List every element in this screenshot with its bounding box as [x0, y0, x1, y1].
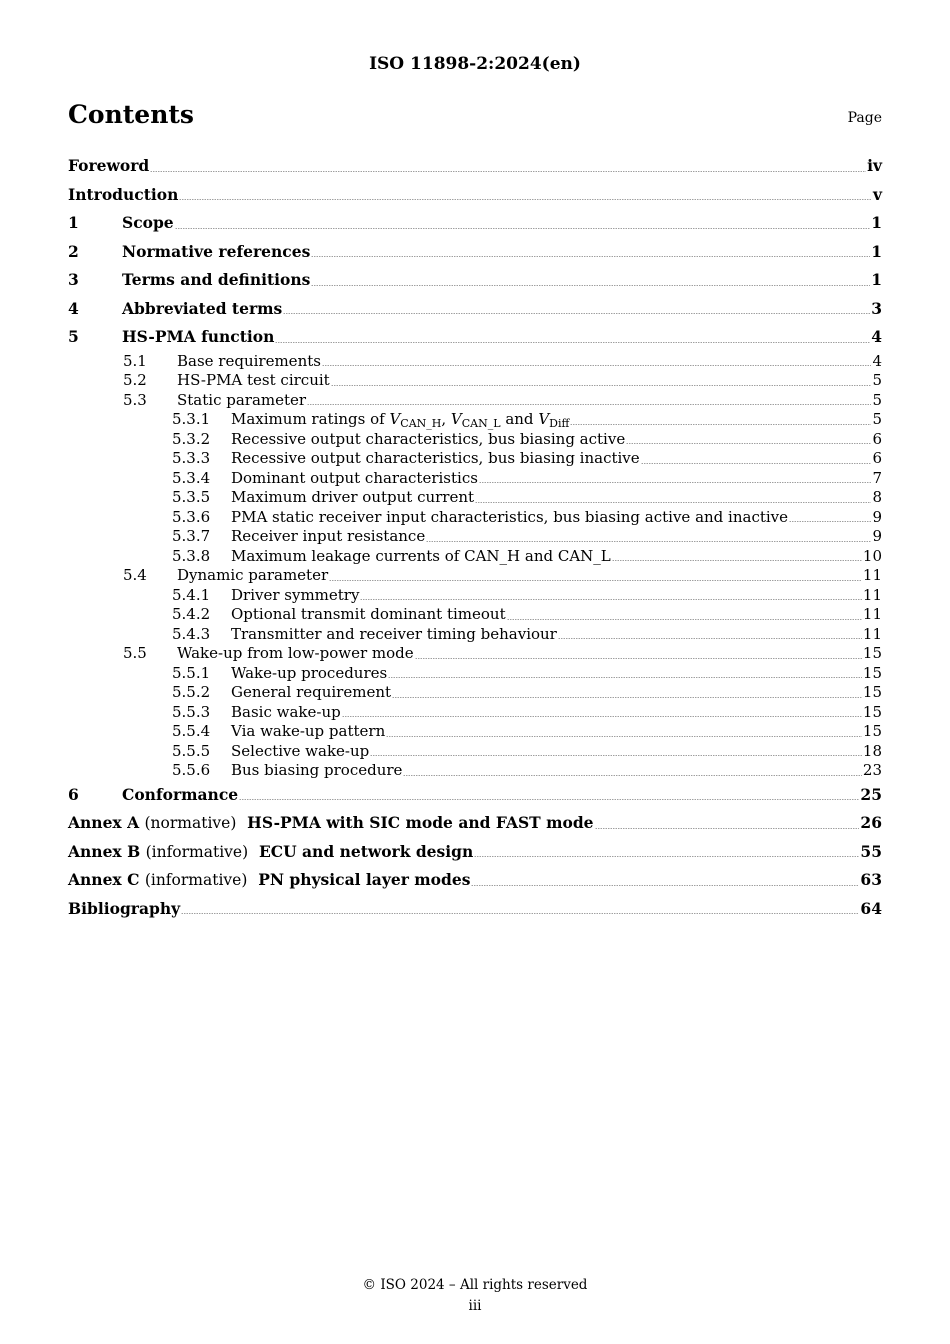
- dot-leader: [307, 404, 871, 405]
- toc-entry-number: 5.3.3: [172, 449, 211, 467]
- toc-entry-title: Abbreviated terms: [122, 298, 283, 318]
- toc-entry[interactable]: [68, 566, 882, 586]
- toc-entry-title: [68, 866, 470, 895]
- toc-title-part: Maximum ratings of: [231, 410, 390, 428]
- dot-leader: [471, 885, 859, 886]
- toc-entry[interactable]: [68, 508, 882, 528]
- toc-entry-title: General requirement: [231, 683, 392, 701]
- toc-entry-number: 4: [68, 298, 79, 318]
- toc-entry-number: 5.3.7: [172, 527, 211, 545]
- toc-entry-title: Via wake-up pattern: [231, 722, 386, 740]
- toc-entry[interactable]: [68, 391, 882, 411]
- annex-type: (informative): [144, 871, 248, 889]
- toc-entry[interactable]: [68, 488, 882, 508]
- toc-page-number: 15: [862, 702, 882, 721]
- toc-page-number: 64: [860, 898, 882, 918]
- toc-page-number: 25: [860, 784, 882, 804]
- toc-page-number: 11: [862, 605, 882, 623]
- toc-page-number: 1: [871, 270, 882, 289]
- dot-leader: [558, 638, 862, 639]
- toc-entry-title: Bus biasing procedure: [231, 761, 403, 779]
- dot-leader: [595, 828, 860, 829]
- dot-leader: [342, 716, 862, 717]
- toc-entry-number: 5.5: [123, 644, 147, 662]
- toc-page-number: 6: [872, 449, 882, 467]
- toc-page-number: 15: [862, 722, 882, 740]
- copyright-footer: © ISO 2024 – All rights reserved: [362, 1277, 588, 1293]
- toc-page-number: 7: [872, 468, 882, 487]
- toc-title-part: CAN_H: [400, 417, 442, 430]
- toc-entry[interactable]: [68, 209, 882, 238]
- dot-leader: [426, 541, 871, 542]
- toc-title-part: CAN_L: [461, 417, 501, 430]
- toc-entry-number: 5.3.5: [172, 488, 211, 506]
- toc-entry[interactable]: [68, 295, 882, 324]
- annex-type: (normative): [144, 814, 237, 832]
- toc-entry-title: Static parameter: [177, 390, 307, 409]
- toc-entry-number: 6: [68, 784, 79, 804]
- dot-leader: [311, 285, 870, 286]
- toc-entry-number: 5.3: [123, 390, 147, 409]
- dot-leader: [612, 560, 862, 561]
- dot-leader: [179, 199, 872, 200]
- toc-entry-number: 3: [68, 270, 79, 289]
- dot-leader: [322, 365, 872, 366]
- dot-leader: [392, 697, 862, 698]
- toc-entry-title: [68, 838, 473, 867]
- toc-entry[interactable]: [68, 266, 882, 295]
- toc-entry-number: 5.3.8: [172, 546, 211, 565]
- dot-leader: [329, 580, 862, 581]
- toc-entry-number: 5.5.5: [172, 741, 211, 760]
- toc-page-number: 15: [862, 644, 882, 662]
- dot-leader: [626, 443, 871, 444]
- dot-leader: [789, 521, 871, 522]
- toc-page-number: 4: [871, 327, 882, 346]
- toc-title-part: Diff: [549, 417, 570, 430]
- toc-entry-title: PMA static receiver input characteristics, bus biasing active and inactive: [231, 507, 789, 526]
- toc-entry[interactable]: [68, 430, 882, 450]
- toc-page-number: 11: [862, 566, 882, 584]
- dot-leader: [475, 502, 871, 503]
- toc-page-number: v: [872, 184, 882, 204]
- toc-page-number: 15: [862, 663, 882, 682]
- toc-page-number: 26: [860, 813, 882, 832]
- toc-page-number: 55: [860, 841, 882, 861]
- toc-entry-title: Terms and definitions: [122, 270, 311, 289]
- toc-entry-title: Bibliography: [68, 898, 181, 918]
- toc-entry[interactable]: [68, 838, 882, 867]
- annex-title: ECU and network design: [258, 841, 474, 861]
- toc-entry-number: 5.3.4: [172, 468, 211, 487]
- toc-entry[interactable]: [68, 809, 882, 838]
- toc-entry-number: 5.1: [123, 351, 147, 370]
- toc-page-number: 1: [871, 213, 882, 232]
- toc-page-number: 63: [860, 870, 882, 889]
- toc-title-part: ,: [441, 410, 451, 428]
- toc-entry-title: Scope: [122, 213, 174, 232]
- toc-entry-title: Optional transmit dominant timeout: [231, 605, 506, 623]
- toc-entry-title: Selective wake-up: [231, 741, 370, 760]
- dot-leader: [311, 256, 870, 257]
- toc-entry[interactable]: [68, 238, 882, 267]
- toc-entry[interactable]: [68, 449, 882, 469]
- toc-entry[interactable]: [68, 742, 882, 762]
- toc-page-number: 18: [862, 741, 882, 760]
- toc-entry-title: [68, 809, 594, 838]
- toc-page-number: 3: [871, 298, 882, 318]
- toc-page-number: 5: [872, 390, 882, 409]
- toc-entry-title: Wake-up from low-power mode: [177, 644, 414, 662]
- toc-entry-number: 2: [68, 241, 79, 261]
- toc-entry-title: Recessive output characteristics, bus biasing active: [231, 429, 626, 448]
- toc-entry[interactable]: [68, 181, 882, 210]
- toc-page-number: 23: [862, 761, 882, 779]
- toc-entry[interactable]: [68, 683, 882, 703]
- toc-entry-title: Dynamic parameter: [177, 566, 329, 584]
- annex-title: PN physical layer modes: [258, 870, 471, 889]
- toc-entry-number: 1: [68, 213, 79, 232]
- toc-page-number: 10: [862, 546, 882, 565]
- contents-heading: Contents: [68, 100, 195, 129]
- toc-entry-number: 5.5.6: [172, 761, 211, 779]
- dot-leader: [370, 755, 862, 756]
- toc-page-number: 9: [872, 507, 882, 526]
- annex-type: (informative): [145, 842, 249, 861]
- toc-entry[interactable]: [68, 703, 882, 723]
- toc-page-number: 5: [872, 371, 882, 389]
- toc-entry[interactable]: [68, 469, 882, 489]
- toc-entry[interactable]: [68, 625, 882, 645]
- annex-title: HS-PMA with SIC mode and FAST mode: [247, 813, 594, 832]
- toc-entry-number: 5.4.3: [172, 624, 211, 643]
- toc-entry-number: 5.5.2: [172, 683, 211, 701]
- dot-leader: [150, 171, 866, 172]
- toc-page-number: iv: [867, 156, 882, 175]
- toc-entry-number: 5.2: [123, 371, 147, 389]
- dot-leader: [175, 228, 871, 229]
- toc-entry-number: 5.4: [123, 566, 147, 584]
- toc-entry-title: Transmitter and receiver timing behaviour: [231, 624, 557, 643]
- toc-entry-number: 5.4.2: [172, 605, 211, 623]
- toc-entry[interactable]: [68, 722, 882, 742]
- toc-entry-number: 5.3.2: [172, 429, 211, 448]
- dot-leader: [507, 619, 862, 620]
- toc-entry-title: HS-PMA test circuit: [177, 371, 330, 389]
- toc-entry[interactable]: [68, 866, 882, 895]
- toc-entry-title: Foreword: [68, 156, 150, 175]
- toc-entry-title: Recessive output characteristics, bus biasing inactive: [231, 449, 640, 467]
- toc-entry[interactable]: [68, 644, 882, 664]
- toc-title-part: V: [450, 410, 462, 428]
- toc-entry-title: HS-PMA function: [122, 327, 275, 346]
- dot-leader: [474, 856, 859, 857]
- toc-entry-number: 5.3.6: [172, 507, 211, 526]
- toc-entry[interactable]: [68, 781, 882, 810]
- toc-page-number: 4: [872, 351, 882, 370]
- dot-leader: [388, 677, 862, 678]
- toc-entry-title: Maximum leakage currents of CAN_H and CAN_L: [231, 546, 611, 565]
- table-of-contents: [68, 152, 882, 923]
- document-id-header: ISO 11898-2:2024(en): [369, 54, 581, 74]
- dot-leader: [360, 599, 861, 600]
- toc-entry[interactable]: [68, 761, 882, 781]
- toc-page-number: 15: [862, 683, 882, 701]
- dot-leader: [331, 385, 872, 386]
- toc-entry[interactable]: [68, 371, 882, 391]
- toc-title-part: V: [389, 410, 401, 428]
- toc-entry[interactable]: [68, 527, 882, 547]
- toc-entry[interactable]: [68, 605, 882, 625]
- toc-entry-title: Maximum driver output current: [231, 488, 475, 506]
- annex-label: Annex A: [68, 813, 140, 832]
- toc-page-number: 1: [871, 241, 882, 261]
- toc-entry-number: 5: [68, 327, 79, 346]
- toc-page-number: 8: [872, 488, 882, 506]
- toc-page-number: 11: [862, 585, 882, 604]
- toc-entry[interactable]: [68, 895, 882, 924]
- annex-label: Annex C: [68, 870, 140, 889]
- toc-entry-number: 5.5.3: [172, 702, 211, 721]
- dot-leader: [641, 463, 872, 464]
- toc-entry[interactable]: [68, 323, 882, 352]
- toc-entry-number: 5.4.1: [172, 585, 211, 604]
- dot-leader: [275, 342, 870, 343]
- dot-leader: [570, 424, 871, 425]
- toc-page-number: 9: [872, 527, 882, 545]
- dot-leader: [239, 799, 859, 800]
- annex-label: Annex B: [68, 841, 141, 861]
- toc-entry-title: Base requirements: [177, 351, 321, 370]
- dot-leader: [479, 482, 872, 483]
- toc-entry-title: Introduction: [68, 184, 179, 204]
- toc-title-part: and: [500, 410, 539, 428]
- page-number: iii: [468, 1298, 482, 1314]
- toc-entry[interactable]: [68, 410, 882, 430]
- toc-entry-title: Receiver input resistance: [231, 527, 426, 545]
- toc-page-number: 6: [872, 429, 882, 448]
- toc-title-part: V: [538, 410, 550, 428]
- dot-leader: [403, 775, 861, 776]
- toc-entry-title: Wake-up procedures: [231, 663, 388, 682]
- dot-leader: [181, 913, 859, 914]
- toc-page-number: 11: [862, 624, 882, 643]
- toc-entry-title: Basic wake-up: [231, 702, 341, 721]
- toc-page-number: 5: [872, 410, 882, 428]
- toc-entry-title: Conformance: [122, 784, 239, 804]
- toc-entry-title: Normative references: [122, 241, 311, 261]
- toc-entry[interactable]: [68, 547, 882, 567]
- toc-entry-number: 5.5.4: [172, 722, 211, 740]
- toc-entry[interactable]: [68, 152, 882, 181]
- dot-leader: [415, 658, 862, 659]
- toc-entry-title: Dominant output characteristics: [231, 468, 478, 487]
- page-column-label: Page: [847, 110, 882, 126]
- toc-entry[interactable]: [68, 664, 882, 684]
- toc-entry-number: 5.5.1: [172, 663, 211, 682]
- dot-leader: [386, 736, 862, 737]
- toc-entry-title: Driver symmetry: [231, 585, 360, 604]
- toc-entry[interactable]: [68, 352, 882, 372]
- dot-leader: [283, 313, 870, 314]
- toc-entry[interactable]: [68, 586, 882, 606]
- toc-entry-number: 5.3.1: [172, 410, 211, 428]
